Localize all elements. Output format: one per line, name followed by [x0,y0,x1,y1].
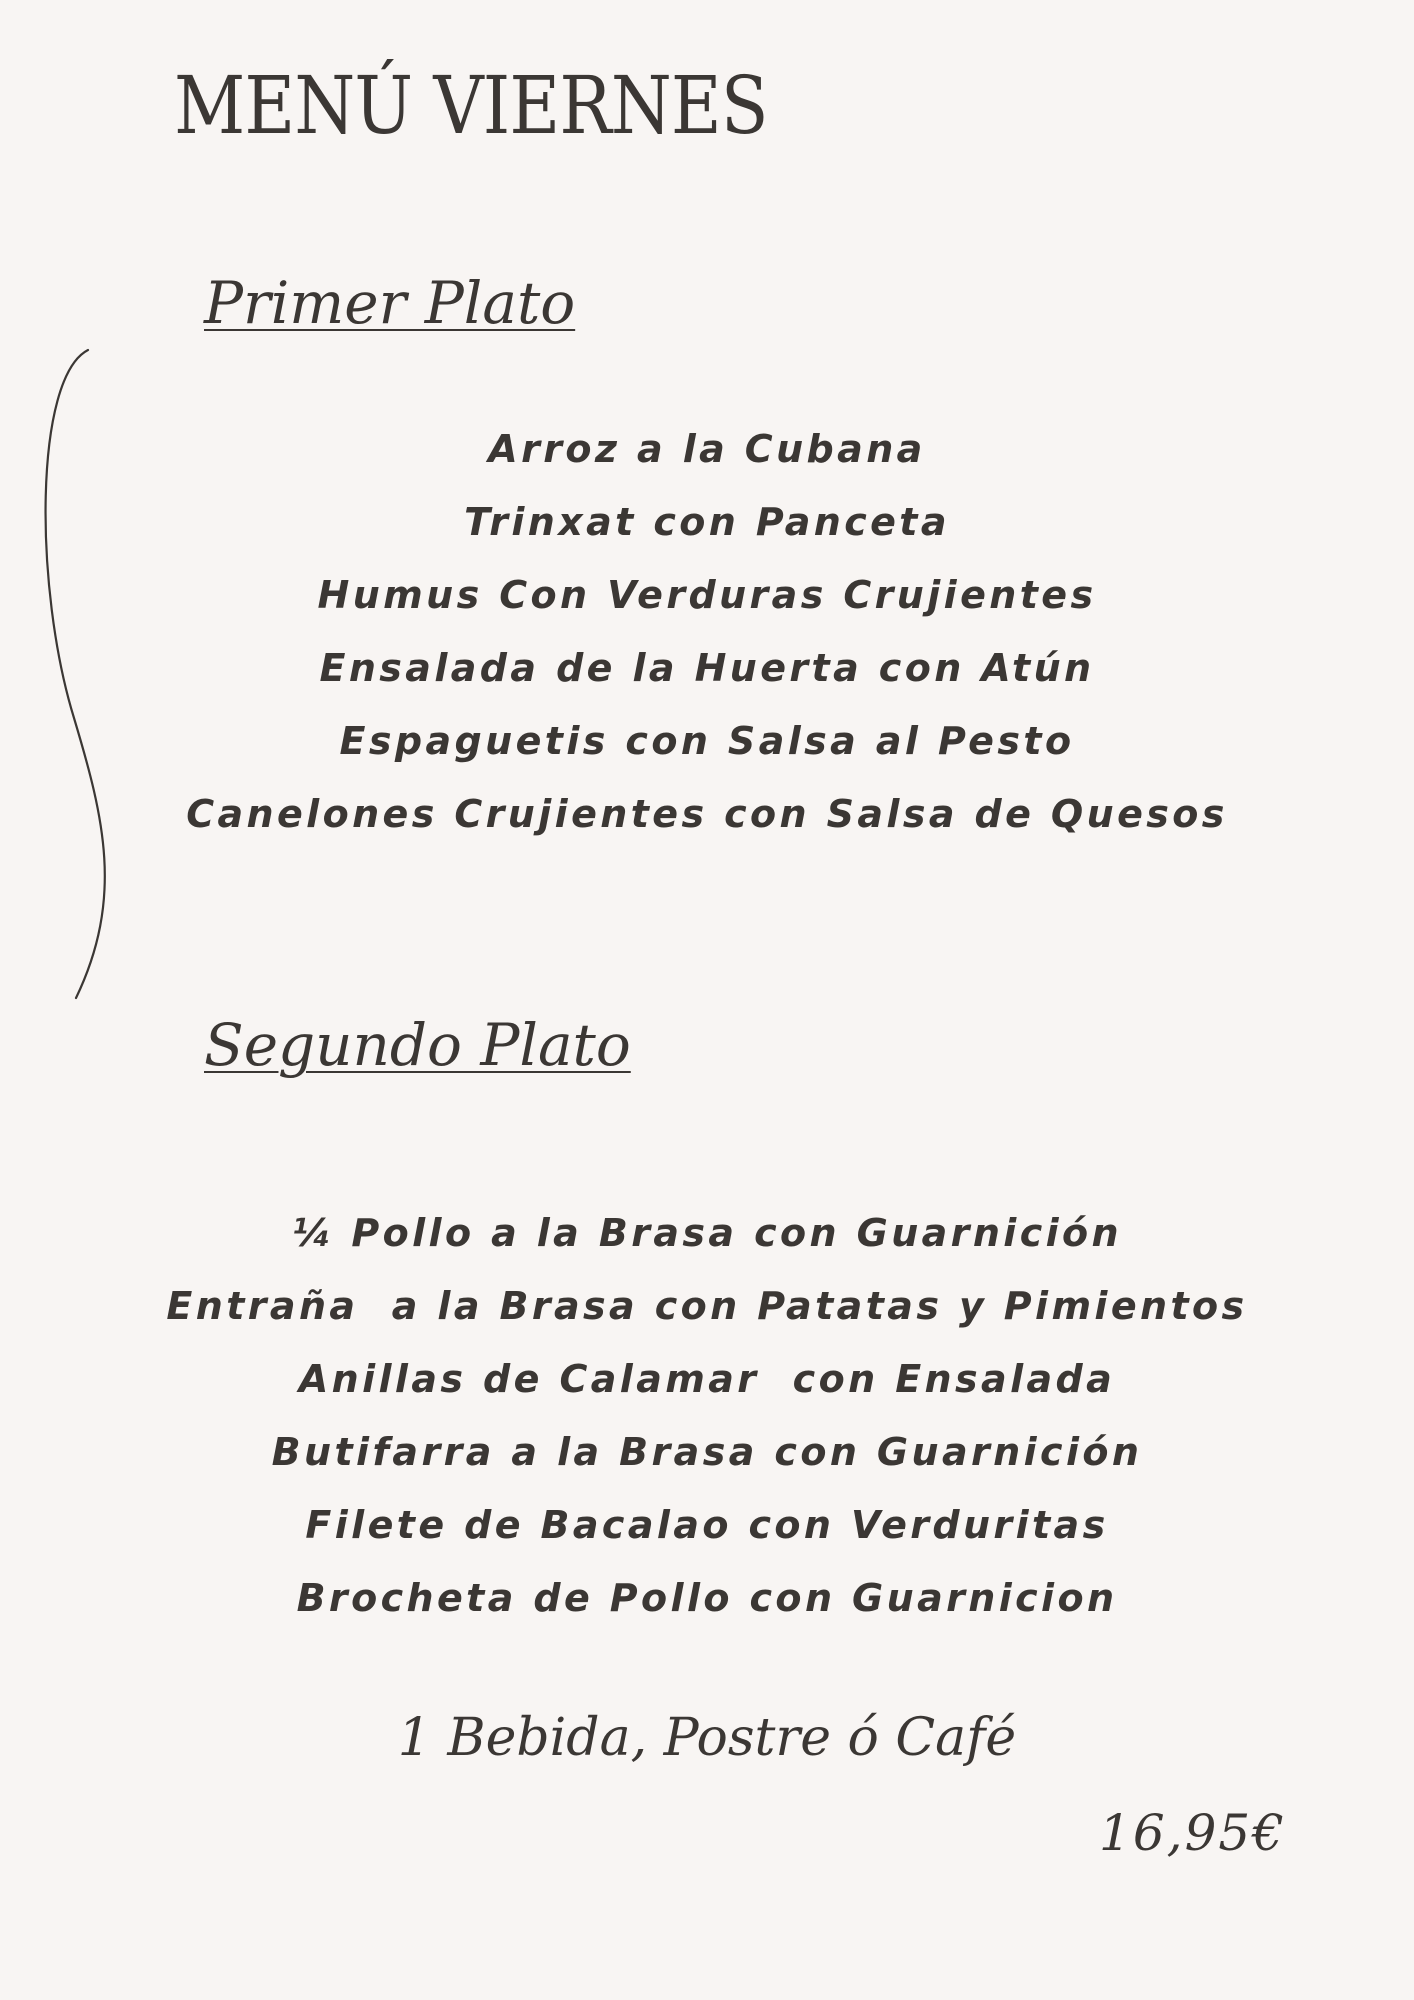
first-course-list [0,420,1414,858]
dish-item: Ensalada de la Huerta con Atún [319,646,1095,690]
dish-item: Espaguetis con Salsa al Pesto [339,719,1075,763]
dish-item: Canelones Crujientes con Salsa de Quesos [186,792,1228,836]
dish-item: Trinxat con Panceta [464,500,950,544]
page-title: MENÚ VIERNES [174,59,768,152]
second-course-heading: Segundo Plato [204,1011,631,1079]
dish-item: ¼ Pollo a la Brasa con Guarnición [291,1211,1123,1255]
dish-item: Arroz a la Cubana [488,427,926,471]
dish-item: Anillas de Calamar con Ensalada [298,1357,1116,1401]
dish-item: Humus Con Verduras Crujientes [317,573,1097,617]
first-course-heading: Primer Plato [204,269,576,337]
menu-price: 16,95€ [1099,1804,1286,1862]
included-extras: 1 Bebida, Postre ó Café [397,1708,1017,1768]
dish-item: Brocheta de Pollo con Guarnicion [296,1576,1118,1620]
second-course-list [0,1204,1414,1642]
dish-item: Filete de Bacalao con Verduritas [305,1503,1109,1547]
dish-item: Entraña a la Brasa con Patatas y Pimientos [166,1284,1248,1328]
dish-item: Butifarra a la Brasa con Guarnición [271,1430,1143,1474]
